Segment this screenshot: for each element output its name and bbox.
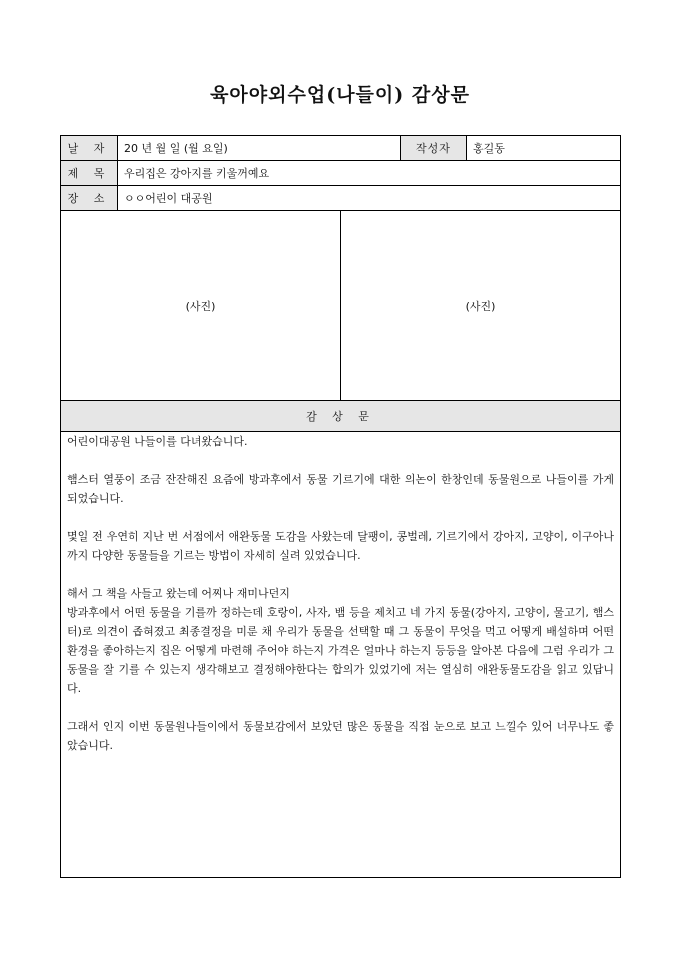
subject-label: 제 목: [61, 161, 118, 185]
subject-value: 우리집은 강아지를 키울꺼예요: [124, 167, 270, 180]
author-label: 작성자: [401, 136, 467, 160]
date-row: [61, 136, 620, 161]
essay-header-row: [61, 401, 620, 432]
essay-paragraph: 방과후에서 어떤 동물을 기를까 정하는데 호랑이, 사자, 뱀 등을 제치고 네 가지 동물(강아지, 고양이, 물고기, 햄스터)로 의견이 좁혀졌고 최종결정을 미룬 채 우리가 동물을 선택할 때 그 동물이 무엇을 먹고 어떻게 배설하며 어떤 환경을 좋아하는지 집은 어떻게 마련해 주어야 하는지 가격은 얼마나 하는지 등등을 알아본 다음에 그럼 우리가 그 동물을 잘 기를 수 있는지 생각해보고 결정해야한다는 합의가 있었기에 저는 열심히 애완동물도감을 읽고 있답니다.: [67, 606, 614, 695]
author-value: 홍길동: [473, 142, 505, 155]
essay-paragraph: 어린이대공원 나들이를 다녀왔습니다.: [67, 435, 248, 448]
place-value: ㅇㅇ어린이 대공원: [124, 192, 213, 205]
essay-paragraph: 그래서 인지 이번 동물원나들이에서 동물보감에서 보았던 많은 동물을 직접 눈으로 보고 느낄수 있어 너무나도 좋았습니다.: [67, 720, 614, 752]
place-row: [61, 186, 620, 211]
essay-body: [61, 432, 620, 774]
photo-left: (사진): [61, 211, 341, 400]
essay-header: 감 상 문: [61, 401, 620, 431]
photo-right: (사진): [465, 299, 496, 313]
date-value: 20 년 월 일 (월 요일): [118, 136, 401, 160]
date-label: 날 자: [61, 136, 118, 160]
essay-paragraph: 몇일 전 우연히 지난 번 서점에서 애완동물 도감을 사왔는데 달팽이, 콩벌레, 기르기에서 강아지, 고양이, 이구아나까지 다양한 동물들을 기르는 방법이 자세히 실려 있었습니다.: [67, 530, 614, 562]
place-label: 장 소: [61, 186, 118, 210]
essay-paragraph: 햄스터 열풍이 조금 잔잔해진 요즘에 방과후에서 동물 기르기에 대한 의논이 한창인데 동물원으로 나들이를 가게 되었습니다.: [67, 473, 614, 505]
essay-paragraph: 해서 그 책을 사들고 왔는데 어찌나 재미나던지: [67, 587, 290, 600]
document-title: 육아야외수업(나들이) 감상문: [210, 84, 470, 106]
photo-row: [61, 211, 620, 401]
subject-row: [61, 161, 620, 186]
report-form: [60, 135, 621, 878]
